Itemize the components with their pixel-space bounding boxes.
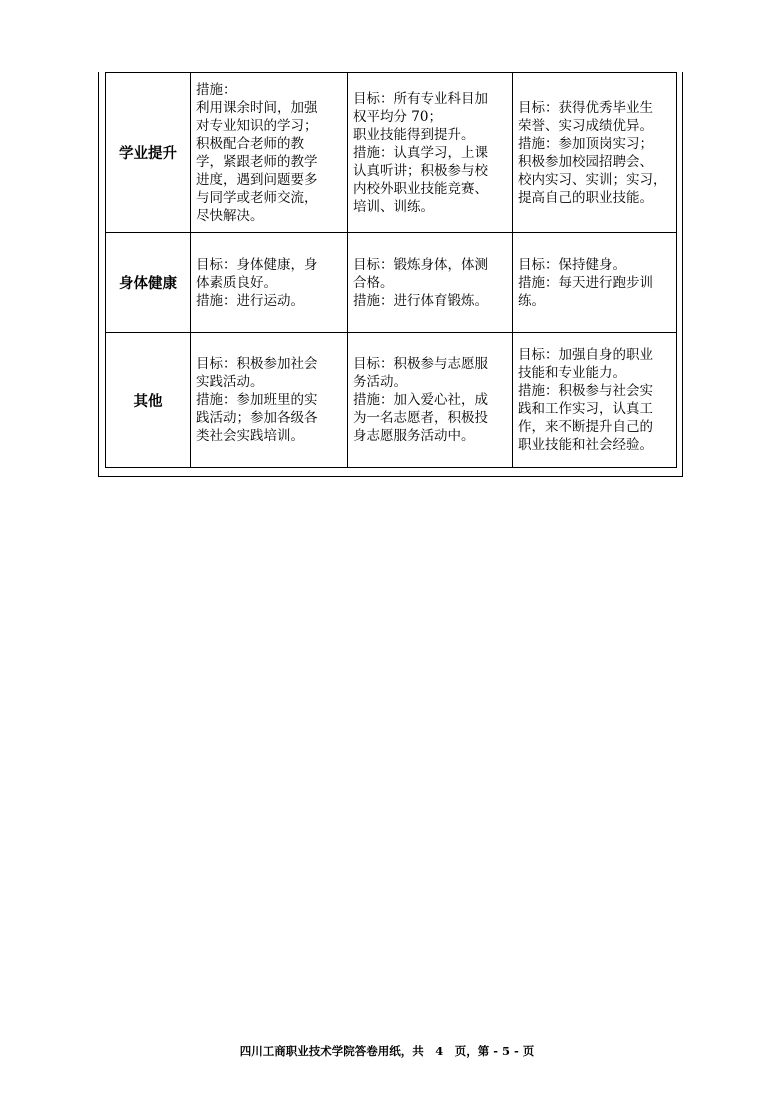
cell-text-line: 积极配合老师的教 [196, 135, 304, 152]
cell-text-line: 身志愿服务活动中。 [353, 428, 475, 444]
cell-text-line: 技能和专业能力。 [518, 365, 626, 381]
cell-text-line: 目标：身体健康，身 [196, 256, 318, 273]
cell-text-line: 目标：积极参与志愿服 [353, 356, 488, 372]
cell-text-line: 合格。 [353, 274, 394, 291]
table-row [106, 73, 677, 233]
cell-text-line: 践和工作实习，认真工 [518, 401, 653, 417]
cell-text-line: 认真听讲；积极参与校 [353, 162, 488, 179]
row-label: 学业提升 [106, 73, 191, 233]
row-label: 其他 [106, 333, 191, 468]
cell-text-line: 为一名志愿者，积极投 [353, 410, 488, 426]
cell-text-line: 措施： [196, 81, 237, 98]
cell-text-line: 职业技能和社会经验。 [518, 437, 653, 453]
cell-text-line: 措施：参加班里的实 [196, 392, 318, 408]
cell-text-line: 实践活动。 [196, 374, 264, 390]
cell-text-line: 类社会实践培训。 [196, 428, 304, 444]
plan-cell [191, 233, 348, 333]
cell-text-line: 权平均分 70； [353, 108, 442, 125]
cell-text-line: 目标：锻炼身体，体测 [353, 256, 488, 273]
cell-text-line: 练。 [518, 292, 545, 309]
page-footer: 四川工商职业技术学院答卷用纸，共 4 页，第 - 5 - 页 [239, 1044, 535, 1058]
cell-text-line: 措施：加入爱心社，成 [353, 392, 488, 408]
cell-text-line: 作，来不断提升自己的 [518, 419, 653, 435]
cell-text-line: 目标：获得优秀毕业生 [518, 99, 653, 116]
plan-cell [348, 233, 513, 333]
plan-cell [191, 73, 348, 233]
plan-cell [348, 333, 513, 468]
plan-table [105, 72, 677, 468]
cell-text-line: 荣誉、实习成绩优异。 [518, 117, 653, 134]
cell-text-line: 措施：进行运动。 [196, 292, 304, 309]
cell-text-line: 与同学或老师交流， [196, 189, 318, 206]
table-row [106, 233, 677, 333]
cell-text-line: 措施：每天进行跑步训 [518, 274, 653, 291]
cell-text-line: 目标：积极参加社会 [196, 356, 318, 372]
cell-text-line: 措施：进行体育锻炼。 [353, 292, 488, 309]
row-label: 身体健康 [106, 233, 191, 333]
cell-text-line: 利用课余时间，加强 [196, 99, 318, 116]
cell-text-line: 内校外职业技能竞赛、 [353, 180, 488, 197]
cell-text-line: 措施：参加顶岗实习； [518, 135, 653, 152]
plan-table-body [106, 73, 677, 468]
cell-text-line: 措施：认真学习，上课 [353, 144, 488, 161]
cell-text-line: 体素质良好。 [196, 274, 277, 291]
cell-text-line: 积极参加校园招聘会、 [518, 153, 653, 170]
plan-cell [513, 233, 677, 333]
cell-text-line: 务活动。 [353, 374, 407, 390]
cell-text-line: 尽快解决。 [196, 207, 264, 224]
plan-cell [513, 73, 677, 233]
table-row [106, 333, 677, 468]
cell-text-line: 学，紧跟老师的教学 [196, 153, 318, 170]
cell-text-line: 对专业知识的学习； [196, 117, 318, 134]
plan-cell [191, 333, 348, 468]
cell-text-line: 培训、训练。 [353, 198, 434, 215]
cell-text-line: 校内实习、实训；实习， [518, 171, 667, 188]
cell-text-line: 践活动；参加各级各 [196, 410, 318, 426]
plan-cell [513, 333, 677, 468]
cell-text-line: 进度，遇到问题要多 [196, 171, 318, 188]
plan-cell [348, 73, 513, 233]
cell-text-line: 提高自己的职业技能。 [518, 189, 653, 206]
cell-text-line: 职业技能得到提升。 [353, 126, 475, 143]
cell-text-line: 目标：保持健身。 [518, 256, 626, 273]
cell-text-line: 措施：积极参与社会实 [518, 383, 653, 399]
cell-text-line: 目标：所有专业科目加 [353, 90, 488, 107]
cell-text-line: 目标：加强自身的职业 [518, 347, 653, 363]
